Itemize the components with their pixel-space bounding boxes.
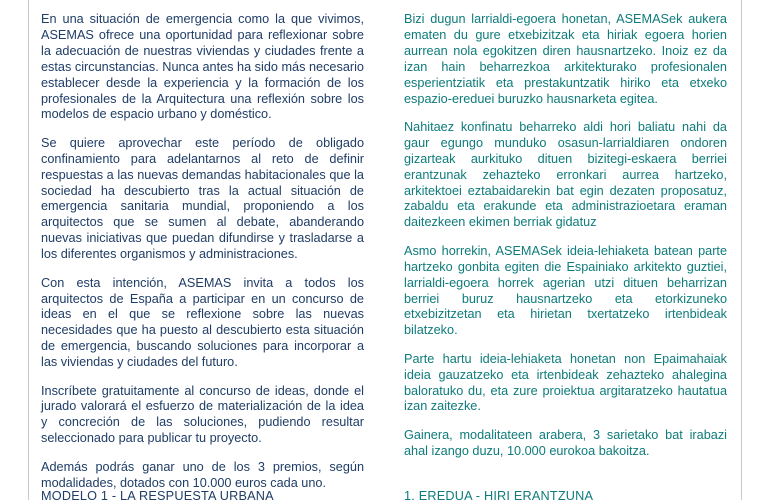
basque-paragraph-5: Gainera, modalitateen arabera, 3 sarietako bat irabazi ahal izango duzu, 10.000 eurokoa bakoitza. <box>404 427 727 458</box>
left-border-rule <box>28 0 29 500</box>
basque-paragraph-1: Bizi dugun larrialdi-egoera honetan, ASEMASek aukera ematen du gure etxebizitzak eta hiriak egoera horien aurrean nola egokitzen diren hausnartzeko. Inoiz ez da izan hain beharrezkoa arkitekturako profesionalen esperientziatik eta prestakuntzatik hiriko eta etxeko espazio-ereduei buruzko hausnarketa egitea. <box>404 12 727 106</box>
basque-model-heading: 1. EREDUA - HIRI ERANTZUNA <box>404 489 594 503</box>
spanish-paragraph-3: Con esta intención, ASEMAS invita a todos los arquitectos de España a participar en un concurso de ideas en el que se reflexione sobre las nuevas necesidades que ha puesto al descubierto esta situación de emergencia, buscando soluciones para incorporar a las viviendas y ciudades del futuro. <box>41 275 364 370</box>
basque-paragraph-3: Asmo horrekin, ASEMASek ideia-lehiaketa batean parte hartzeko gonbita egiten die Espainiako arkitekto guztiei, larrialdi-egoera horrek agerian utzi dituen beharrizan berriei buruz hausnartzeko eta etorkizuneko etxebizitzetan eta hirietan txertatzeko irtenbideak bilatzeko. <box>404 243 727 338</box>
spanish-paragraph-2: Se quiere aprovechar este período de obligado confinamiento para adelantarnos al reto de definir respuestas a las nuevas demandas habitacionales que la sociedad ha descubierto tras la actual situación de emergencia sanitaria mundial, proponiendo a los arquitectos que se sumen al debate, abanderando nuevas iniciativas que puedan difundirse y trasladarse a los diferentes organismos y administraciones. <box>41 135 364 262</box>
basque-column <box>404 12 727 472</box>
spanish-model-heading: MODELO 1 - LA RESPUESTA URBANA <box>41 489 274 503</box>
spanish-paragraph-4: Inscríbete gratuitamente al concurso de ideas, donde el jurado valorará el esfuerzo de materialización de la idea y concreción de las soluciones, pudiendo resultar seleccionado para publicar tu proyecto. <box>41 383 364 446</box>
basque-paragraph-4: Parte hartu ideia-lehiaketa honetan non Epaimahaiak ideia gauzatzeko eta irtenbideak zehazteko ahalegina baloratuko du, eta zure proiektua argitaratzeko hautatua izan zaitezke. <box>404 351 727 414</box>
right-border-rule <box>741 0 742 500</box>
spanish-column <box>41 12 364 504</box>
spanish-paragraph-5: Además podrás ganar uno de los 3 premios, según modalidades, dotados con 10.000 euros cada uno. <box>41 459 364 490</box>
basque-paragraph-2: Nahitaez konfinatu beharreko aldi hori baliatu nahi da gaur egungo munduko osasun-larrialdiaren ondoren gizarteak aurkituko dituen bizitegi-eskaera berriei erantzunak zehazteko erronkari aurrea hartzeko, arkitektoei eztabaidarekin bat egin dezaten proposatuz, zabaldu eta erakunde eta administrazioetara eraman daitezkeen ekimen berriak gidatuz <box>404 119 727 230</box>
spanish-paragraph-1: En una situación de emergencia como la que vivimos, ASEMAS ofrece una oportunidad para reflexionar sobre la adecuación de nuestras viviendas y ciudades frente a estas circunstancias. Nunca antes ha sido más necesario establecer desde la experiencia y la formación de los profesionales de la Arquitectura una reflexión sobre los modelos de espacio urbano y doméstico. <box>41 12 364 122</box>
